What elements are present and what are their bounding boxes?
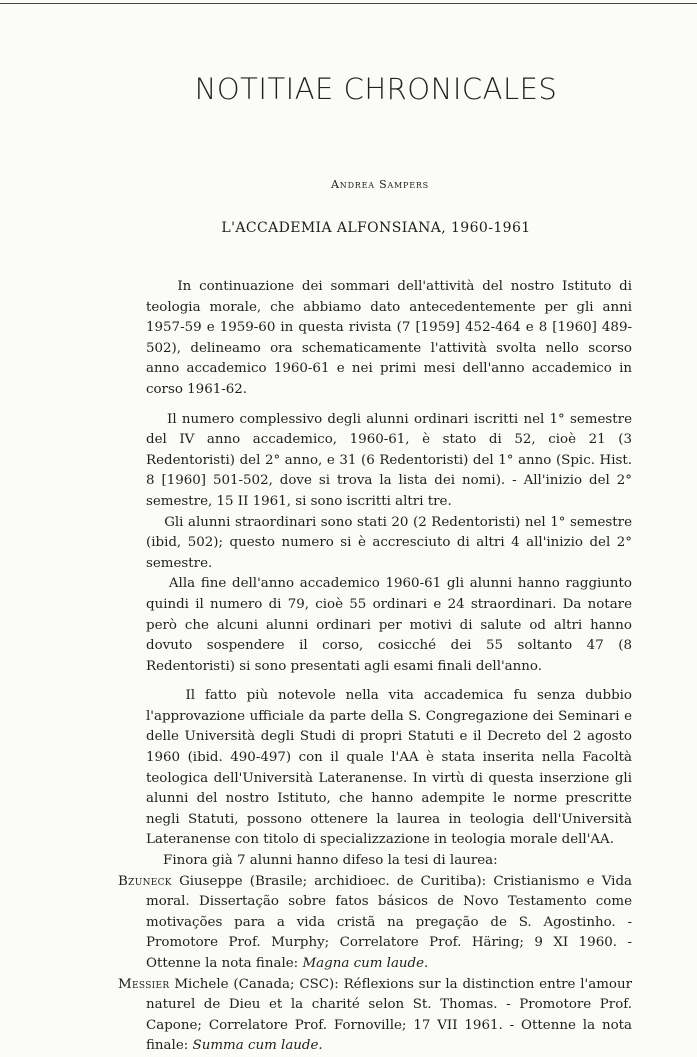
paragraph	[146, 410, 632, 513]
thesis-grade: Magna cum laude.	[302, 956, 429, 971]
paragraph	[146, 574, 632, 677]
paragraph	[146, 851, 632, 872]
paragraph	[146, 686, 632, 851]
thesis-surname: Messier	[118, 976, 170, 992]
paragraph	[146, 513, 632, 575]
paragraph-text: Gli alunni straordinari sono stati 20 (2 Redentoristi) nel 1° semestre (ibid, 502); questo numero si è accresciuto di altri 4 all'inizio del 2° semestre.	[146, 514, 632, 571]
thesis-entry	[118, 975, 632, 1057]
paragraph	[146, 277, 632, 401]
paragraph-text: Alla fine dell'anno accademico 1960-61 gli alunni hanno raggiunto quindi il numero di 79, cioè 55 ordinari e 24 straordinari. Da notare però che alcuni alunni ordinari per motivi di salute od altri hanno dovuto sospendere il corso, cosicché dei 55 soltanto 47 (8 Redentoristi) si sono presentati agli esami finali dell'anno.	[146, 576, 632, 674]
thesis-grade: Summa cum laude.	[192, 1038, 323, 1054]
article-body	[118, 277, 633, 1057]
author-name: Andrea Sampers	[331, 178, 429, 191]
paragraph-text: Il fatto più notevole nella vita accademica fu senza dubbio l'approvazione ufficiale da parte della S. Congregazione dei Seminari e delle Università degli Studi di propri Statuti e il Decreto del 2 agosto 1960 (ibid. 490-497) con il quale l'AA è stata inserita nella Facoltà teologica dell'Università Lateranense. In virtù di questa inserzione gli alunni del nostro Istituto, che hanno adempite le norme prescritte negli Statuti, possono ottenere la laurea in teologia dell'Università Lateranense con titolo di specializzazione in teologia morale dell'AA.	[146, 688, 632, 848]
page-title: NOTITIAE CHRONICALES	[194, 72, 558, 106]
thesis-surname: Bzuneck	[118, 873, 172, 889]
thesis-text: Michele (Canada; CSC): Réflexions sur la distinction entre l'amour naturel de Dieu et la charité selon St. Thomas. - Promotore Prof. Capone; Correlatore Prof. Fornoville; 17 VII 1961. - Ottenne la nota finale:	[146, 976, 632, 1054]
paragraph-text: In continuazione dei sommari dell'attività del nostro Istituto di teologia morale, che abbiamo dato antecedentemente per gli anni 1957-59 e 1959-60 in questa rivista (7 [1959] 452-464 e 8 [1960] 489-502), delineamo ora schematicamente l'attività svolta nello scorso anno accademico 1960-61 e nei primi mesi dell'anno accademico in corso 1961-62.	[146, 279, 632, 397]
paragraph-text: Finora già 7 alunni hanno difeso la tesi di laurea:	[163, 853, 498, 869]
thesis-text: Giuseppe (Brasile; archidioec. de Curitiba): Cristianismo e Vida moral. Dissertação sobre fatos básicos de Novo Testamento come motivações para a vida cristã na pregação de S. Agostinho. - Promotore Prof. Murphy; Correlatore Prof. Häring; 9 XI 1960. - Ottenne la nota finale:	[146, 873, 632, 971]
paragraph-text: Il numero complessivo degli alunni ordinari iscritti nel 1° semestre del IV anno accademico, 1960-61, è stato di 52, cioè 21 (3 Redentoristi) del 2° anno, e 31 (6 Redentoristi) del 1° anno (Spic. Hist. 8 [1960] 501-502, dove si trova la lista dei nomi). - All'inizio del 2° semestre, 15 II 1961, si sono iscritti altri tre.	[146, 411, 633, 509]
article-subtitle: L'ACCADEMIA ALFONSIANA, 1960-1961	[221, 220, 531, 236]
thesis-entry	[118, 872, 632, 975]
thesis-list	[118, 872, 632, 1057]
top-rule	[0, 3, 697, 4]
